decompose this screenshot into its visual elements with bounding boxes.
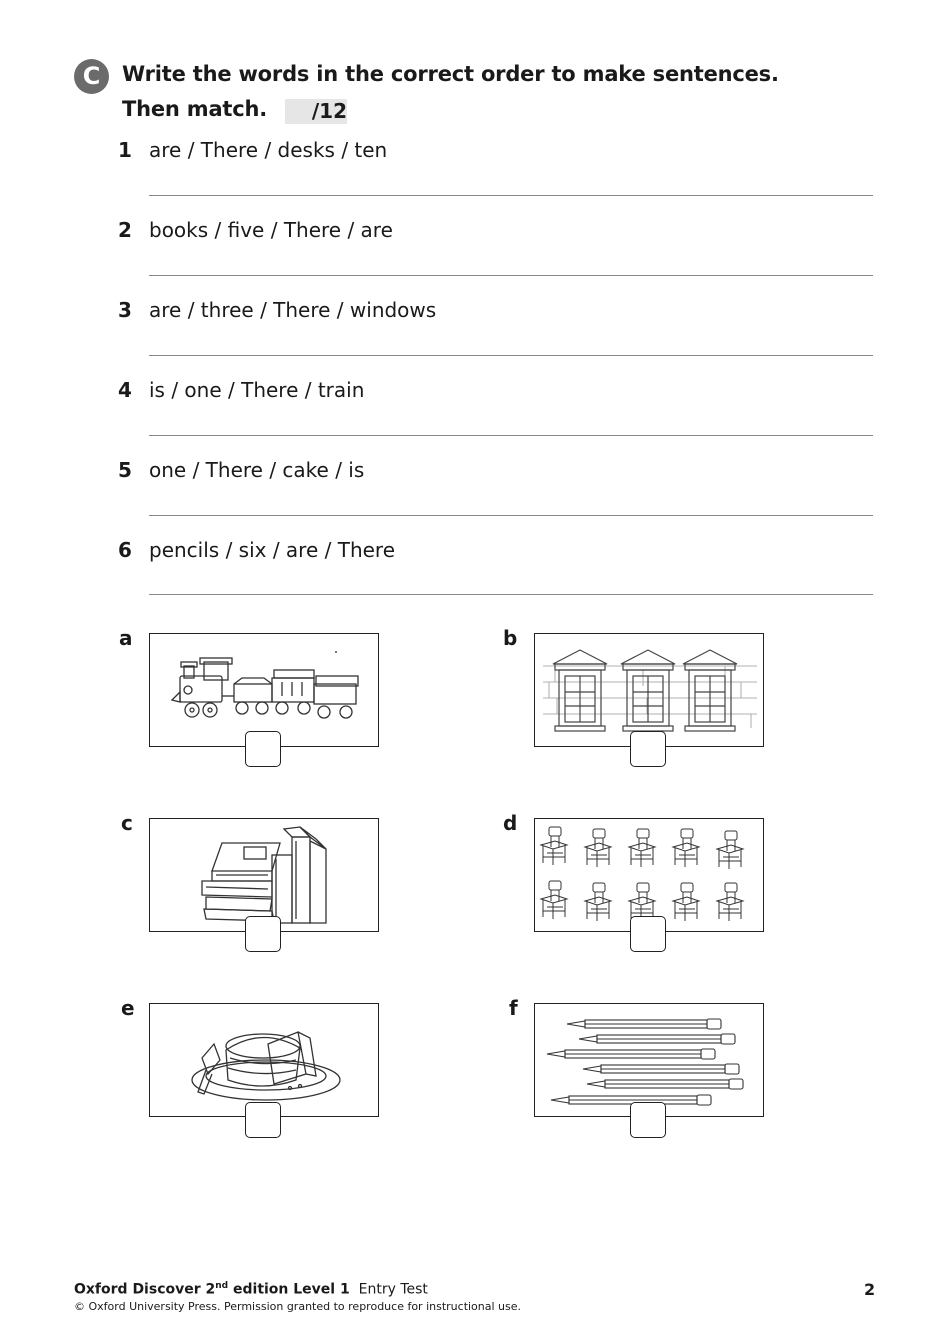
footer-title-rest: edition Level 1 xyxy=(228,1281,350,1298)
answer-box-a[interactable] xyxy=(245,731,281,767)
answer-line-2[interactable] xyxy=(149,275,873,276)
picture-c xyxy=(149,818,379,932)
picture-letter-e: e xyxy=(121,996,135,1020)
item-words: is / one / There / train xyxy=(149,378,365,402)
item-words: books / five / There / are xyxy=(149,218,393,242)
section-badge: C xyxy=(74,59,109,94)
picture-letter-f: f xyxy=(509,996,518,1020)
item-words: are / There / desks / ten xyxy=(149,138,388,162)
picture-b xyxy=(534,633,764,747)
picture-a xyxy=(149,633,379,747)
item-words: one / There / cake / is xyxy=(149,458,365,482)
picture-d xyxy=(534,818,764,932)
item-number: 3 xyxy=(118,298,132,322)
answer-line-4[interactable] xyxy=(149,435,873,436)
answer-line-1[interactable] xyxy=(149,195,873,196)
footer-title xyxy=(74,1281,428,1298)
answer-box-b[interactable] xyxy=(630,731,666,767)
answer-box-d[interactable] xyxy=(630,916,666,952)
answer-box-c[interactable] xyxy=(245,916,281,952)
instruction-line-2: Then match. xyxy=(122,97,268,121)
instruction-line-1: Write the words in the correct order to make sentences. xyxy=(122,62,779,86)
footer-title-main: Oxford Discover 2 xyxy=(74,1281,216,1298)
item-number: 6 xyxy=(118,538,132,562)
picture-letter-a: a xyxy=(119,626,133,650)
item-number: 1 xyxy=(118,138,132,162)
pencils-icon xyxy=(535,1004,765,1118)
page-number: 2 xyxy=(864,1280,876,1299)
picture-f xyxy=(534,1003,764,1117)
answer-box-f[interactable] xyxy=(630,1102,666,1138)
answer-line-3[interactable] xyxy=(149,355,873,356)
footer-copyright: © Oxford University Press. Permission granted to reproduce for instructional use. xyxy=(74,1300,522,1313)
item-words: are / three / There / windows xyxy=(149,298,437,322)
footer-title-suffix: Entry Test xyxy=(358,1281,428,1298)
item-number: 4 xyxy=(118,378,132,402)
score-box: /12 xyxy=(285,99,347,124)
item-number: 2 xyxy=(118,218,132,242)
picture-letter-d: d xyxy=(503,811,518,835)
answer-box-e[interactable] xyxy=(245,1102,281,1138)
picture-letter-c: c xyxy=(121,811,133,835)
item-number: 5 xyxy=(118,458,132,482)
picture-letter-b: b xyxy=(503,626,518,650)
answer-line-6[interactable] xyxy=(149,594,873,595)
cake-icon xyxy=(150,1004,380,1118)
item-words: pencils / six / are / There xyxy=(149,538,396,562)
answer-line-5[interactable] xyxy=(149,515,873,516)
picture-e xyxy=(149,1003,379,1117)
footer-title-sup: nd xyxy=(215,1281,229,1291)
